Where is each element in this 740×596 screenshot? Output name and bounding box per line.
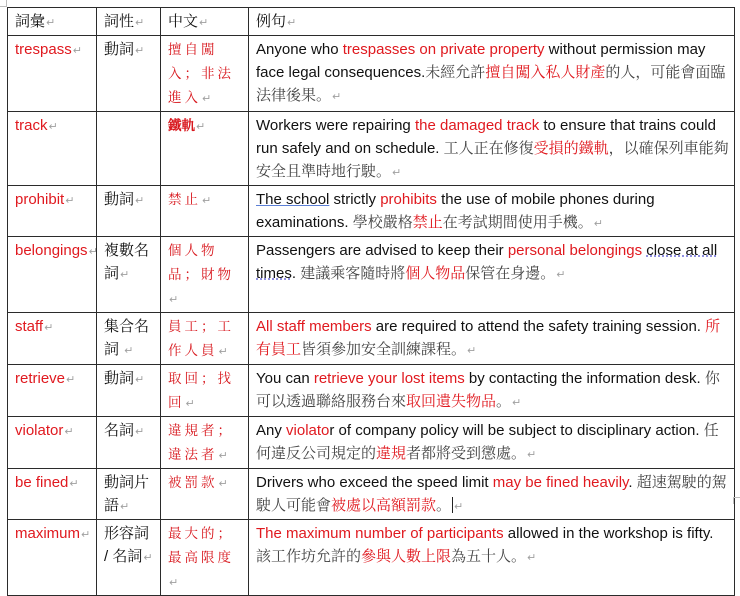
paragraph-mark-icon: ↵ xyxy=(218,450,228,462)
paragraph-mark-icon: ↵ xyxy=(169,577,179,589)
paragraph-mark-icon: ↵ xyxy=(135,195,145,207)
paragraph-mark-icon: ↵ xyxy=(169,294,179,306)
highlighted-phrase: 個人物品 xyxy=(405,265,466,282)
paragraph-mark-icon: ↵ xyxy=(72,45,82,57)
cell-word[interactable] xyxy=(8,36,97,112)
highlighted-phrase: All staff members xyxy=(256,318,372,335)
chinese-meaning-line: 員工；工 xyxy=(168,319,234,335)
chinese-meaning-line: 個人物 xyxy=(168,243,218,259)
table-row xyxy=(8,520,735,596)
cell-word[interactable] xyxy=(8,313,97,365)
highlighted-phrase: 所有員工 xyxy=(256,318,721,358)
chinese-meaning-line: 入；非法 xyxy=(168,66,234,82)
chinese-meaning xyxy=(168,42,234,106)
table-row xyxy=(8,365,735,417)
sentence-text: 。 xyxy=(436,497,452,514)
sentence-text: 該工作坊允許的 xyxy=(256,548,362,565)
table-row xyxy=(8,112,735,186)
paragraph-mark-icon: ↵ xyxy=(64,426,74,438)
chinese-meaning-line: 擅自闖 xyxy=(168,42,218,58)
paragraph-mark-icon: ↵ xyxy=(120,269,130,281)
part-of-speech: 名詞 xyxy=(104,422,135,439)
vocab-word: prohibit xyxy=(15,191,65,208)
header-example[interactable]: 例句↵ xyxy=(249,8,735,36)
cell-part-of-speech[interactable] xyxy=(97,469,161,520)
paragraph-mark-icon: ↵ xyxy=(196,121,206,133)
sentence-text: to ensure that trains could run safely and on schedule. xyxy=(256,117,716,157)
chinese-meaning: 禁止 xyxy=(168,192,201,208)
paragraph-mark-icon: ↵ xyxy=(556,269,566,281)
highlighted-phrase: violato xyxy=(286,422,330,439)
paragraph-mark-icon: ↵ xyxy=(44,322,54,334)
highlighted-phrase: 取回遺失物品 xyxy=(406,393,497,410)
sentence-text: 學校嚴格 xyxy=(352,214,413,231)
cell-word[interactable] xyxy=(8,112,97,186)
part-of-speech-line: 動詞片 xyxy=(104,474,150,491)
cell-chinese[interactable] xyxy=(161,417,249,469)
cell-chinese[interactable] xyxy=(161,365,249,417)
paragraph-mark-icon: ↵ xyxy=(199,17,209,29)
paragraph-mark-icon: ↵ xyxy=(467,345,477,357)
cell-example-sentence[interactable] xyxy=(249,520,735,596)
cell-part-of-speech[interactable] xyxy=(97,313,161,365)
paragraph-mark-icon: ↵ xyxy=(88,246,98,258)
sentence-text: The school xyxy=(256,191,330,208)
sentence-text: 你可以透過聯絡服務台來 xyxy=(256,370,720,410)
sentence-text: 在考試期間使用手機。 xyxy=(442,214,593,231)
cell-part-of-speech[interactable] xyxy=(97,417,161,469)
vocab-word: maximum xyxy=(15,525,81,542)
vocab-word: track xyxy=(15,117,48,134)
part-of-speech: 動詞 xyxy=(104,41,135,58)
sentence-text: 保管在身邊。 xyxy=(465,265,556,282)
sentence-text: 任何違反公司規定的 xyxy=(256,422,719,462)
paragraph-mark-icon: ↵ xyxy=(65,195,75,207)
cell-example-sentence[interactable] xyxy=(249,237,735,313)
paragraph-mark-icon: ↵ xyxy=(512,397,522,409)
cell-part-of-speech[interactable] xyxy=(97,36,161,112)
cell-part-of-speech[interactable] xyxy=(97,365,161,417)
paragraph-mark-icon: ↵ xyxy=(185,398,195,410)
part-of-speech: 動詞 xyxy=(104,370,135,387)
page-corner-mark xyxy=(0,0,7,7)
highlighted-phrase: may be fined heavily xyxy=(492,474,629,491)
chinese-meaning-line: 違規者； xyxy=(168,423,234,439)
cell-example-sentence[interactable] xyxy=(249,417,735,469)
part-of-speech-line: 詞 xyxy=(104,341,124,358)
chinese-meaning-line: 違法者 xyxy=(168,447,218,463)
highlighted-phrase: trespasses on private property xyxy=(342,41,545,58)
part-of-speech-line: 語 xyxy=(104,497,120,514)
cell-example-sentence[interactable] xyxy=(249,186,735,237)
vocab-word: staff xyxy=(15,318,44,335)
cell-example-sentence[interactable] xyxy=(249,36,735,112)
sentence-text: 為五十人。 xyxy=(451,548,527,565)
cell-word[interactable] xyxy=(8,365,97,417)
cell-example-sentence[interactable] xyxy=(249,365,735,417)
sentence-text: 工人正在修復 xyxy=(443,140,534,157)
sentence-text: without permission may face legal consequences. xyxy=(256,41,706,81)
paragraph-mark-icon: ↵ xyxy=(69,478,79,490)
sentence-text: You can xyxy=(256,370,314,387)
header-pos[interactable]: 詞性↵ xyxy=(97,8,161,36)
chinese-meaning xyxy=(168,243,234,283)
paragraph-mark-icon: ↵ xyxy=(48,121,58,133)
highlighted-phrase: The maximum number of participants xyxy=(256,525,504,542)
sentence-text: 建議乘客隨時將 xyxy=(300,265,406,282)
cell-part-of-speech[interactable] xyxy=(97,520,161,596)
cell-word[interactable] xyxy=(8,237,97,313)
highlighted-phrase: 違規 xyxy=(376,445,407,462)
paragraph-mark-icon: ↵ xyxy=(218,346,228,358)
highlighted-phrase: 參與人數上限 xyxy=(361,548,452,565)
page-corner-mark xyxy=(733,497,740,504)
vocab-word: belongings xyxy=(15,242,88,259)
cell-part-of-speech[interactable] xyxy=(97,112,161,186)
sentence-text: Drivers who exceed the speed limit xyxy=(256,474,493,491)
paragraph-mark-icon: ↵ xyxy=(66,374,76,386)
sentence-text: are required to attend the safety training session. xyxy=(371,318,706,335)
paragraph-mark-icon: ↵ xyxy=(287,17,297,29)
chinese-meaning-line: 取回；找 xyxy=(168,371,234,387)
sentence-text: 的人，可能會面臨法律後果。 xyxy=(256,64,726,104)
sentence-text: Workers were repairing xyxy=(256,117,415,134)
text-cursor xyxy=(452,497,453,513)
cell-word[interactable] xyxy=(8,469,97,520)
sentence-text: r of company policy will be subject to disciplinary action. xyxy=(329,422,704,439)
paragraph-mark-icon: ↵ xyxy=(218,478,228,490)
highlighted-phrase: retrieve your lost items xyxy=(313,370,465,387)
chinese-meaning: 鐵軌 xyxy=(168,118,195,134)
highlighted-phrase: personal belongings xyxy=(507,242,643,259)
highlighted-phrase: 受損的鐵軌 xyxy=(533,140,609,157)
paragraph-mark-icon: ↵ xyxy=(135,374,145,386)
vocab-word: trespass xyxy=(15,41,72,58)
highlighted-phrase: the damaged track xyxy=(414,117,540,134)
sentence-text: . xyxy=(628,474,637,491)
cell-chinese[interactable] xyxy=(161,112,249,186)
sentence-text: ，以確保列車能夠安全且準時地行駛。 xyxy=(256,140,729,180)
vocab-word: violator xyxy=(15,422,64,439)
chinese-meaning-line: 作人員 xyxy=(168,343,218,359)
header-chinese[interactable]: 中文↵ xyxy=(161,8,249,36)
paragraph-mark-icon: ↵ xyxy=(46,17,56,29)
table-row xyxy=(8,469,735,520)
paragraph-mark-icon: ↵ xyxy=(593,218,603,230)
paragraph-mark-icon: ↵ xyxy=(135,426,145,438)
cell-example-sentence[interactable] xyxy=(249,112,735,186)
chinese-meaning: 被罰款 xyxy=(168,475,218,491)
cell-word[interactable] xyxy=(8,186,97,237)
cell-chinese[interactable] xyxy=(161,36,249,112)
part-of-speech-line: / 名詞 xyxy=(104,548,143,565)
sentence-text: 者都將受到懲處。 xyxy=(406,445,527,462)
part-of-speech-line: 複數名 xyxy=(104,242,150,259)
cell-chinese[interactable] xyxy=(161,186,249,237)
sentence-text: Any xyxy=(256,422,287,439)
part-of-speech-line: 形容詞 xyxy=(104,525,150,542)
cell-part-of-speech[interactable] xyxy=(97,237,161,313)
paragraph-mark-icon: ↵ xyxy=(81,529,91,541)
highlighted-phrase: prohibits xyxy=(380,191,437,208)
paragraph-mark-icon: ↵ xyxy=(332,91,342,103)
sentence-text: . xyxy=(291,265,301,282)
paragraph-mark-icon: ↵ xyxy=(124,345,134,357)
vocabulary-table xyxy=(7,7,735,596)
paragraph-mark-icon: ↵ xyxy=(527,449,537,461)
chinese-meaning-line: 最高限度 xyxy=(168,550,234,566)
vocab-word: be fined xyxy=(15,474,69,491)
sentence-text: 未經允許 xyxy=(425,64,486,81)
cell-chinese[interactable] xyxy=(161,237,249,313)
table-row xyxy=(8,36,735,112)
highlighted-phrase: 擅自闖入私人財產 xyxy=(485,64,606,81)
sentence-text: by contacting the information desk. xyxy=(464,370,705,387)
highlighted-phrase: 被處以高額罰款 xyxy=(331,497,437,514)
cell-example-sentence[interactable] xyxy=(249,469,735,520)
chinese-meaning-line: 進入 xyxy=(168,90,201,106)
cell-chinese[interactable] xyxy=(161,313,249,365)
cell-chinese[interactable] xyxy=(161,469,249,520)
paragraph-mark-icon: ↵ xyxy=(120,501,130,513)
part-of-speech-line: 詞 xyxy=(104,265,120,282)
sentence-text: 皆須參加安全訓練課程。 xyxy=(301,341,467,358)
chinese-meaning xyxy=(168,371,234,411)
chinese-meaning-line: 品；財物 xyxy=(168,267,234,283)
sentence-text: the use of mobile phones during examinations. xyxy=(256,191,655,231)
sentence-text: Anyone who xyxy=(256,41,343,58)
chinese-meaning-line: 回 xyxy=(168,395,185,411)
chinese-meaning-line: 最大的； xyxy=(168,526,234,542)
table-row xyxy=(8,237,735,313)
paragraph-mark-icon: ↵ xyxy=(135,17,145,29)
paragraph-mark-icon: ↵ xyxy=(202,195,212,207)
paragraph-mark-icon: ↵ xyxy=(454,501,464,513)
part-of-speech-line: 集合名 xyxy=(104,318,150,335)
paragraph-mark-icon: ↵ xyxy=(135,45,145,57)
highlighted-phrase: 禁止 xyxy=(412,214,443,231)
paragraph-mark-icon: ↵ xyxy=(143,552,153,564)
sentence-text: strictly xyxy=(329,191,381,208)
part-of-speech: 動詞 xyxy=(104,191,135,208)
sentence-text: close at all times xyxy=(256,242,718,282)
vocab-word: retrieve xyxy=(15,370,66,387)
table-row xyxy=(8,313,735,365)
sentence-text: 。 xyxy=(496,393,512,410)
cell-word[interactable] xyxy=(8,417,97,469)
cell-chinese[interactable] xyxy=(161,520,249,596)
cell-example-sentence[interactable] xyxy=(249,313,735,365)
header-word[interactable]: 詞彙↵ xyxy=(8,8,97,36)
paragraph-mark-icon: ↵ xyxy=(202,93,212,105)
table-row xyxy=(8,186,735,237)
paragraph-mark-icon: ↵ xyxy=(527,552,537,564)
paragraph-mark-icon: ↵ xyxy=(392,167,402,179)
sentence-text: allowed in the workshop is fifty. xyxy=(503,525,714,542)
cell-part-of-speech[interactable] xyxy=(97,186,161,237)
cell-word[interactable] xyxy=(8,520,97,596)
chinese-meaning xyxy=(168,526,234,566)
sentence-text: 超速駕駛的駕駛人可能會 xyxy=(256,474,727,514)
sentence-text: Passengers are advised to keep their xyxy=(256,242,508,259)
table-row xyxy=(8,417,735,469)
table-header-row xyxy=(8,8,735,36)
